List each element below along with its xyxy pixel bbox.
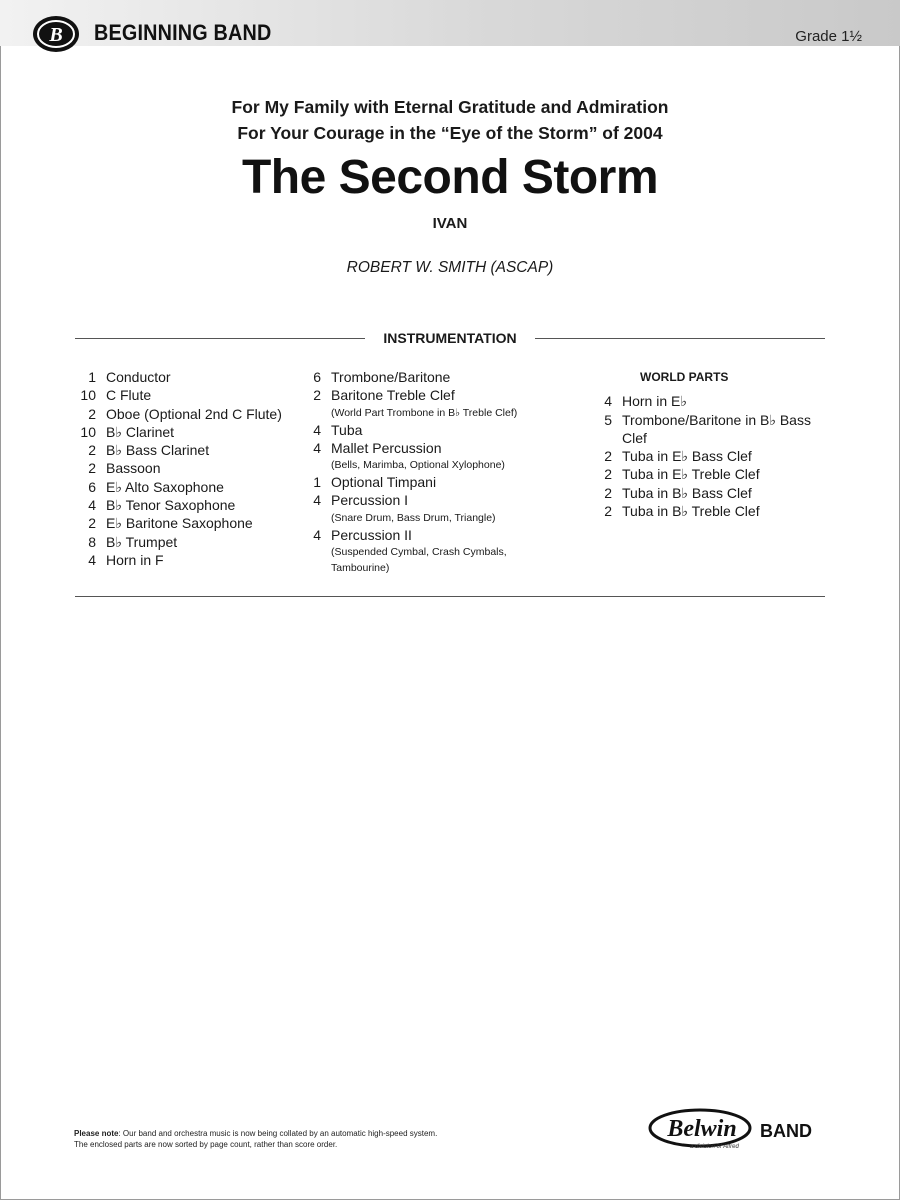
dedication-line-2: For Your Courage in the “Eye of the Storm” of 2004 [237,123,663,143]
instrument-item: 4 Percussion II (Suspended Cymbal, Crash Cymbals, Tambourine) [295,526,565,576]
svg-text:B: B [49,24,63,46]
heading-rule-left [75,338,365,339]
instrument-detail: (Suspended Cymbal, Crash Cymbals, Tambourine) [331,546,507,575]
instrument-item: 2 Oboe (Optional 2nd C Flute) [88,405,282,422]
instrument-item: 4 B♭ Tenor Saxophone [88,497,236,514]
instrument-item: 2 Bassoon [88,460,161,477]
instrument-item: 4 Horn in F [88,551,164,568]
series-name: BEGINNING BAND [94,20,272,45]
world-part-item: 2 Tuba in B♭ Bass Clef [604,484,752,501]
publisher-sub-label: a division of Alfred [690,1144,739,1150]
instrument-item: 1 Optional Timpani [313,474,437,491]
world-part-item: 2 Tuba in E♭ Bass Clef [604,448,752,465]
instrument-item: 4 Tuba [313,421,363,438]
composer: ROBERT W. SMITH (ASCAP) [346,259,554,276]
instrument-column-2 [295,368,565,576]
publisher-band-label: BAND [760,1121,812,1141]
instrument-item: 10 B♭ Clarinet [80,423,175,440]
grade-label: Grade 1½ [795,28,862,45]
belwin-logo-text: Belwin [667,1116,737,1142]
instrument-item: 4 Percussion I (Snare Drum, Bass Drum, Triangle) [295,491,565,525]
instrument-detail: (Snare Drum, Bass Drum, Triangle) [331,511,496,524]
instrument-item: 6 E♭ Alto Saxophone [88,478,224,495]
dedication-line-1: For My Family with Eternal Gratitude and Admiration [231,97,669,117]
instrument-item: 6 Trombone/Baritone [313,369,451,385]
world-parts-column [586,368,826,520]
instrument-item: 10 C Flute [80,387,152,404]
instrument-item: 1 Conductor [88,369,171,385]
piece-title: The Second Storm [241,151,659,204]
world-part-item: 5 Trombone/Baritone in B♭ Bass Clef [604,411,811,446]
world-part-item: 2 Tuba in E♭ Treble Clef [604,466,760,483]
instrument-detail: (Bells, Marimba, Optional Xylophone) [331,459,505,472]
world-parts-title: WORLD PARTS [640,370,729,384]
world-part-item: 4 Horn in E♭ [604,393,687,410]
instrument-item: 2 E♭ Baritone Saxophone [88,515,253,532]
instrument-item: 2 Baritone Treble Clef (World Part Trombone in B♭ Treble Clef) [295,386,565,420]
heading-rule-right [535,338,825,339]
beginning-band-logo-icon [32,14,80,54]
instrumentation-bottom-rule [75,596,825,597]
instrument-column-1 [70,368,310,569]
instrumentation-heading: INSTRUMENTATION [383,330,517,346]
instrument-item: 2 B♭ Bass Clarinet [88,442,210,459]
piece-subtitle: IVAN [432,215,468,232]
instrument-item: 8 B♭ Trumpet [88,533,178,550]
instrument-detail: (World Part Trombone in B♭ Treble Clef) [331,406,518,419]
world-part-item: 2 Tuba in B♭ Treble Clef [604,503,760,520]
footer-note: Please note: Our band and orchestra music is now being collated by an automatic high-speed system. The enclosed parts are now sorted by page count, rather than score order. [74,1129,438,1149]
instrument-item: 4 Mallet Percussion (Bells, Marimba, Optional Xylophone) [295,439,565,473]
